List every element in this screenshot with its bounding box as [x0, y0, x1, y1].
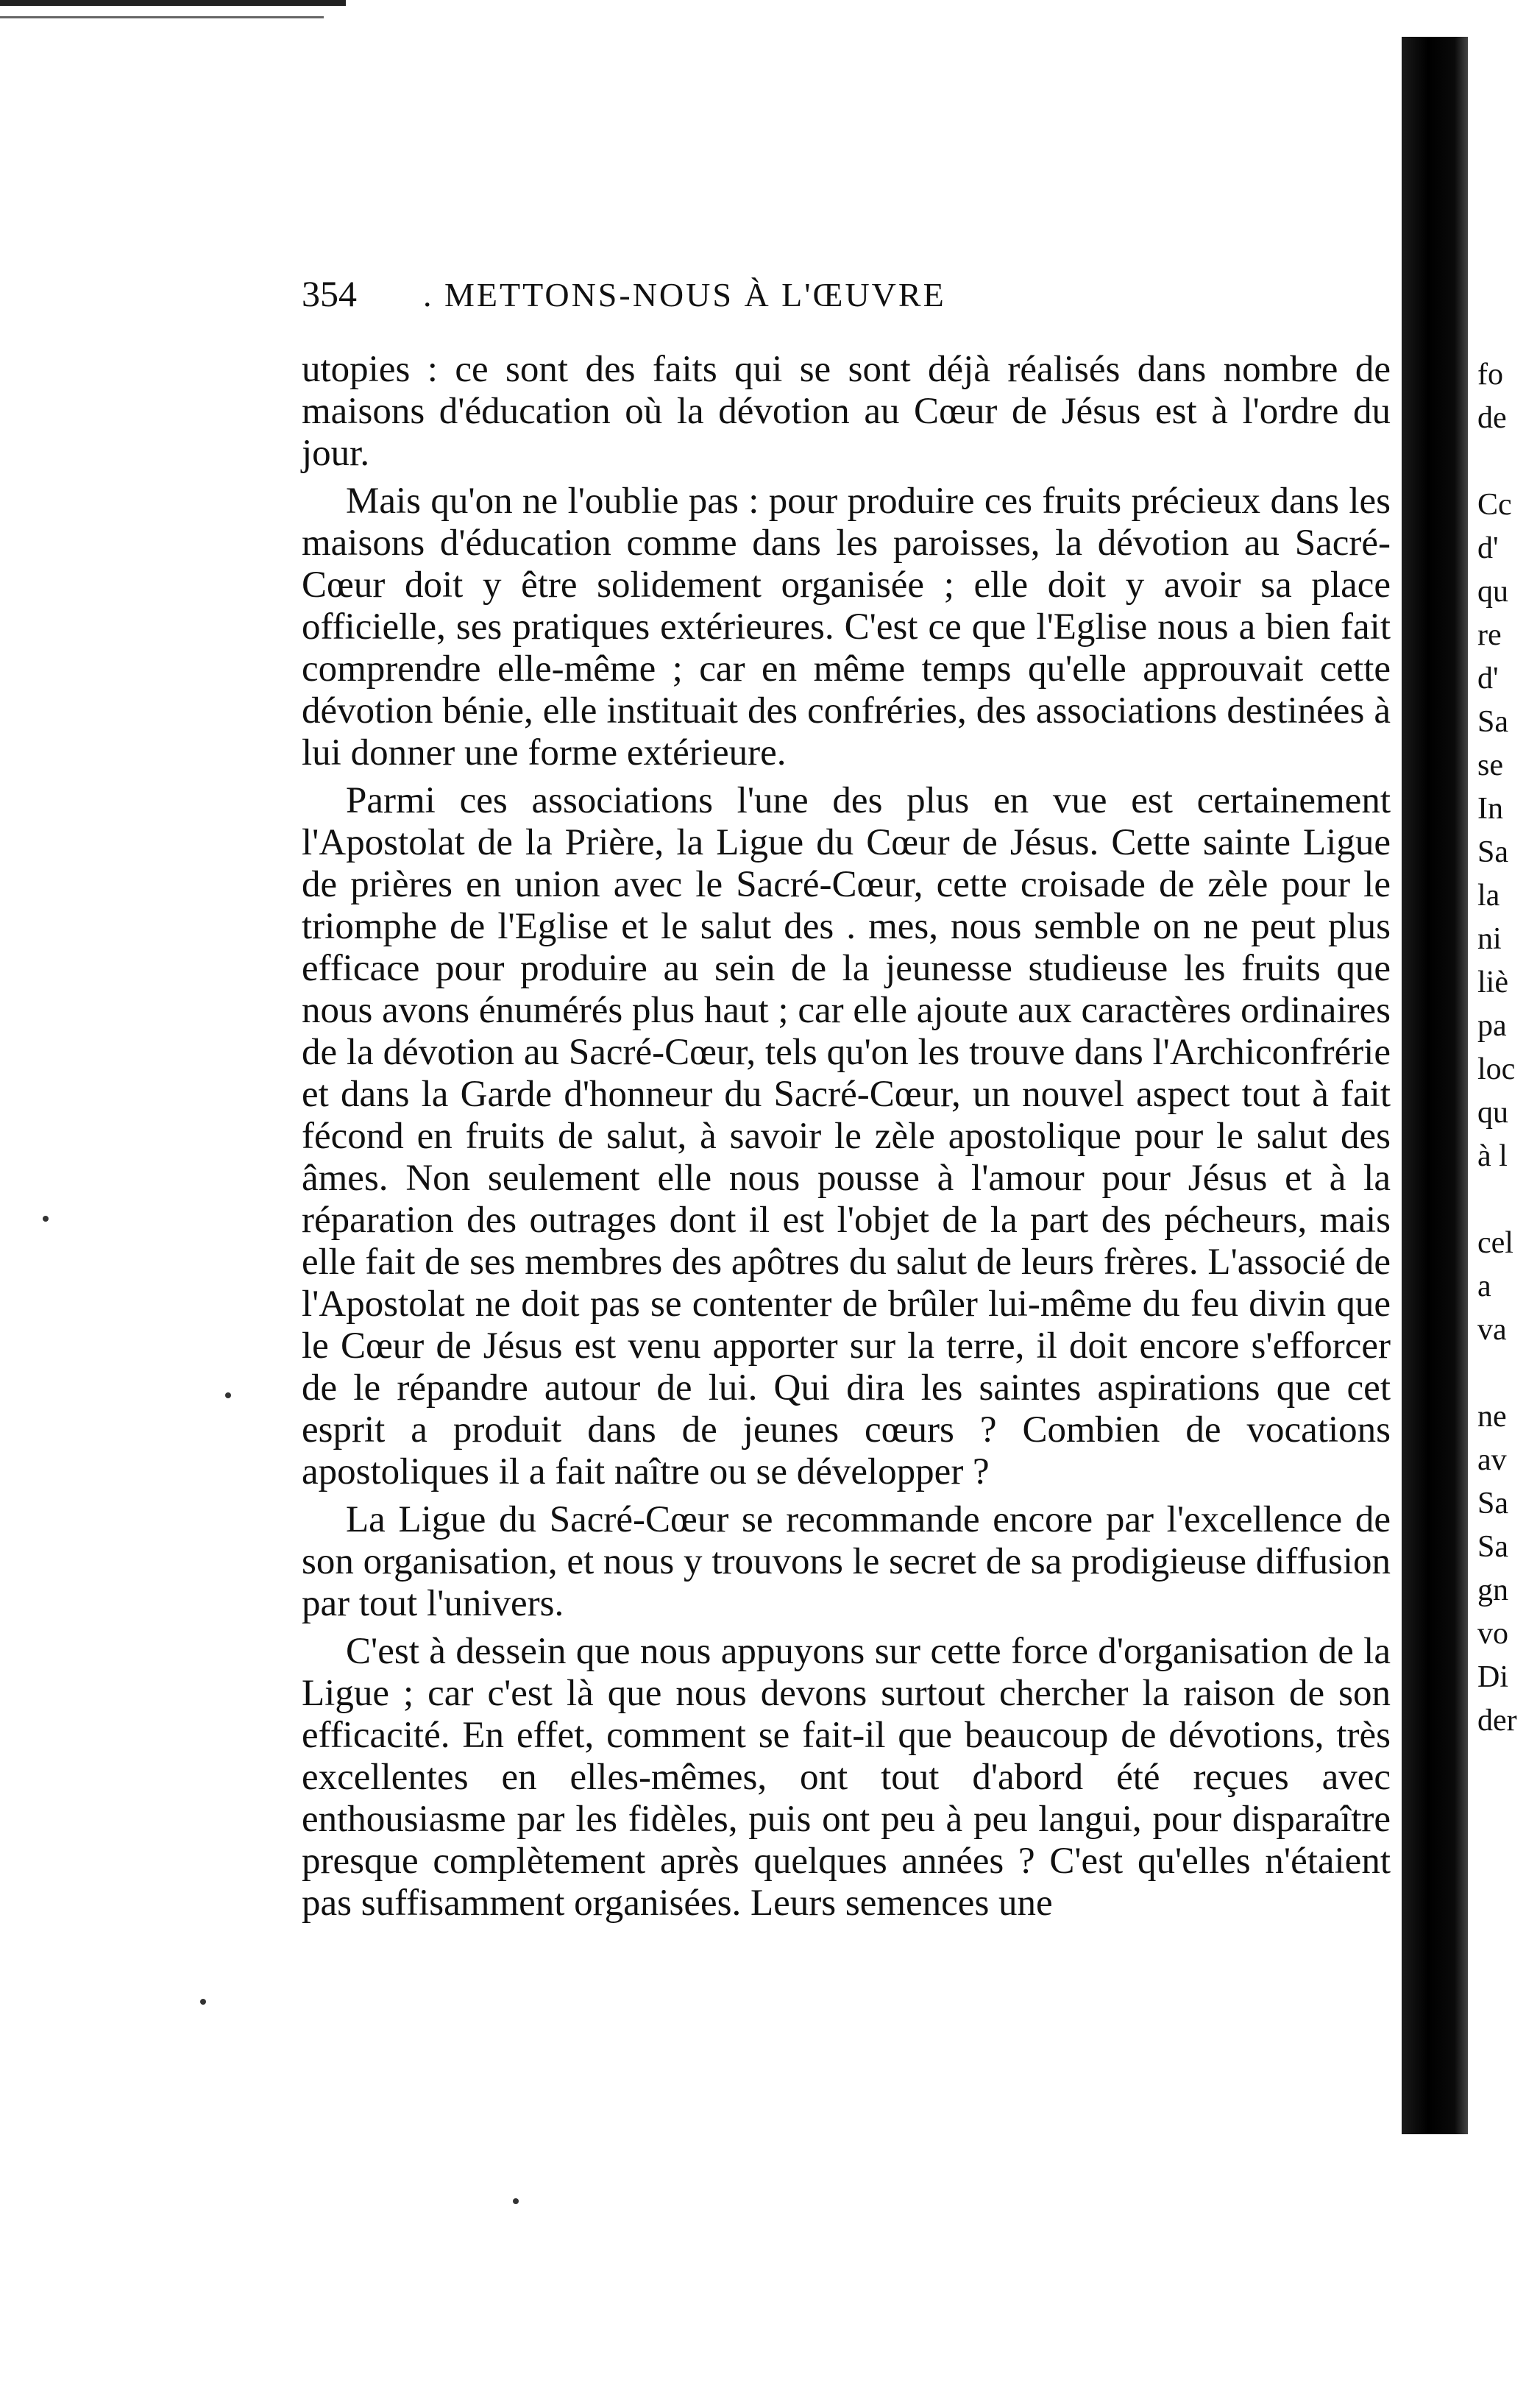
page-body [302, 349, 1391, 1924]
book-page [302, 272, 1391, 1930]
facing-page-fragment: d' [1477, 531, 1499, 565]
facing-page-fragment: gn [1477, 1573, 1508, 1607]
paragraph: La Ligue du Sacré-Cœur se recommande encore par l'excellence de son organisation, et nous y trouvons le secret de sa prodigieuse diffusion par tout l'univers. [302, 1499, 1391, 1624]
facing-page-fragment: ni [1477, 922, 1502, 956]
scan-speck [225, 1392, 231, 1398]
facing-page-fragment: à l [1477, 1139, 1508, 1173]
facing-page-fragment: cel [1477, 1226, 1513, 1260]
facing-page-fragments [1477, 353, 1526, 1743]
paragraph: C'est à dessein que nous appuyons sur cette force d'organisation de la Ligue ; car c'est là que nous devons surtout chercher la raison de son efficacité. En effet, comment se fait-il que beaucoup de dévotions, très excellentes en elles-mêmes, ont tout d'abord été reçues avec enthousiasme par les fidèles, puis ont peu à peu langui, pour disparaître presque complètement après quelques années ? C'est qu'elles n'étaient pas suffisamment organisées. Leurs semences une [302, 1631, 1391, 1924]
facing-page-fragment: vo [1477, 1617, 1508, 1651]
scan-artifact-line [0, 0, 346, 6]
scan-speck [200, 1999, 206, 2005]
facing-page-fragment [1477, 1352, 1526, 1395]
facing-page-fragment: Di [1477, 1660, 1508, 1694]
facing-page-fragment [1477, 1178, 1526, 1222]
page-header [302, 272, 1391, 315]
facing-page-fragment: ne [1477, 1400, 1507, 1434]
facing-page-fragment: re [1477, 618, 1502, 652]
scan-speck [513, 2198, 519, 2204]
paragraph: utopies : ce sont des faits qui se sont déjà réalisés dans nombre de maisons d'éducation où la dévotion au Cœur de Jésus est à l'ordre du jour. [302, 349, 1391, 474]
scan-artifact-line [0, 16, 324, 18]
facing-page-fragment: Sa [1477, 835, 1508, 869]
running-title: . METTONS-NOUS À L'ŒUVRE [423, 276, 946, 314]
facing-page-fragment: qu [1477, 575, 1508, 609]
facing-page-fragment: la [1477, 879, 1500, 913]
facing-page-fragment: der [1477, 1704, 1517, 1738]
page-number: 354 [302, 273, 357, 314]
facing-page-fragment: Sa [1477, 1530, 1508, 1564]
facing-page-fragment: liè [1477, 966, 1508, 999]
facing-page-fragment: Cc [1477, 488, 1512, 522]
facing-page-fragment: Sa [1477, 1487, 1508, 1520]
facing-page-fragment: de [1477, 401, 1507, 435]
facing-page-fragment: Sa [1477, 705, 1508, 739]
facing-page-fragment: d' [1477, 662, 1499, 695]
facing-page-fragment: se [1477, 748, 1503, 782]
facing-page-fragment: loc [1477, 1052, 1516, 1086]
facing-page-fragment: fo [1477, 358, 1503, 392]
facing-page-fragment: va [1477, 1313, 1507, 1347]
facing-page-fragment [1477, 440, 1526, 484]
book-gutter-shadow [1402, 37, 1468, 2134]
facing-page-fragment: av [1477, 1443, 1507, 1477]
facing-page-fragment: qu [1477, 1096, 1508, 1130]
facing-page-fragment: In [1477, 792, 1503, 826]
paragraph: Parmi ces associations l'une des plus en vue est certainement l'Apostolat de la Prière, la Ligue du Cœur de Jésus. Cette sainte Ligue de prières en union avec le Sacré-Cœur, cette croisade de zèle pour le triomphe de l'Eglise et le salut des . mes, nous semble on ne peut plus efficace pour produire au sein de la jeunesse studieuse les fruits que nous avons énumérés plus haut ; car elle ajoute aux caractères ordinaires de la dévotion au Sacré-Cœur, tels qu'on les trouve dans l'Archiconfrérie et dans la Garde d'honneur du Sacré-Cœur, un nouvel aspect tout à fait fécond en fruits de salut, à savoir le zèle apostolique pour le salut des âmes. Non seulement elle nous pousse à l'amour pour Jésus et à la réparation des outrages dont il est l'objet de la part des pécheurs, mais elle fait de ses membres des apôtres du salut de leurs frères. L'associé de l'Apostolat ne doit pas se contenter de brûler lui-même du feu divin que le Cœur de Jésus est venu apporter sur la terre, il doit encore s'efforcer de le répandre autour de lui. Qui dira les saintes aspirations que cet esprit a produit dans de jeunes cœurs ? Combien de vocations apostoliques il a fait naître ou se développer ? [302, 780, 1391, 1492]
scan-speck [43, 1216, 49, 1222]
facing-page-fragment: pa [1477, 1009, 1507, 1043]
paragraph: Mais qu'on ne l'oublie pas : pour produire ces fruits précieux dans les maisons d'éducation comme dans les paroisses, la dévotion au Sacré-Cœur doit y être solidement organisée ; elle doit y avoir sa place officielle, ses pratiques extérieures. C'est ce que l'Eglise nous a bien fait comprendre elle-même ; car en même temps qu'elle approuvait cette dévotion bénie, elle instituait des confréries, des associations destinées à lui donner une forme extérieure. [302, 481, 1391, 773]
facing-page-fragment: a [1477, 1269, 1491, 1303]
